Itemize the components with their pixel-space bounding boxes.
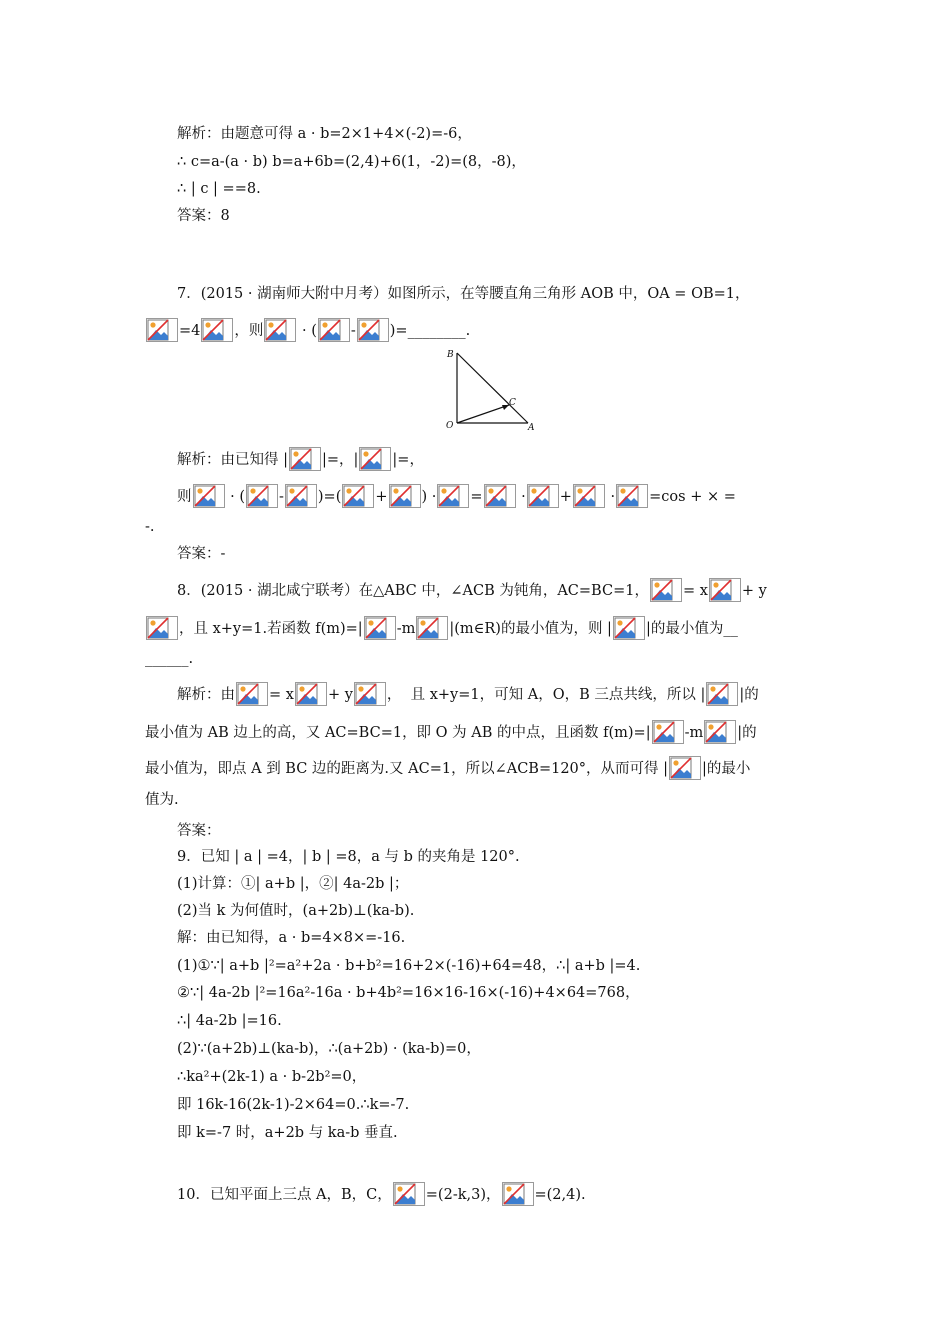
broken-image-icon bbox=[416, 616, 448, 640]
q8-sol-line1: 解析：由 = x + y ， 且 x+y=1，可知 A，O，B 三点共线，所以 | |的 bbox=[177, 682, 759, 706]
broken-image-icon bbox=[364, 616, 396, 640]
q9-line: 即 16k-16(2k-1)-2×64=0.∴k=-7. bbox=[177, 1097, 410, 1113]
q10-stem: 10．已知平面上三点 A，B，C， =(2-k,3)， =(2,4). bbox=[177, 1182, 586, 1206]
q9-line: (1)计算：①| a+b |，②| 4a-2b |； bbox=[177, 876, 409, 892]
q8-stem-line3: ______. bbox=[145, 651, 194, 667]
q9-line: 9．已知 | a | =4，| b | =8，a 与 b 的夹角是 120°. bbox=[177, 849, 520, 865]
broken-image-icon bbox=[616, 484, 648, 508]
q7-sol-line2: 则 · ( - )=( + ) · = · + · =cos + × = bbox=[177, 484, 736, 508]
broken-image-icon bbox=[573, 484, 605, 508]
broken-image-icon bbox=[264, 318, 296, 342]
q8-stem-line1: 8．(2015 · 湖北咸宁联考）在△ABC 中，∠ACB 为钝角，AC=BC=1， = x + y bbox=[177, 578, 767, 602]
fig-label-a: A bbox=[528, 423, 535, 433]
fig-label-o: O bbox=[446, 421, 454, 431]
broken-image-icon bbox=[289, 447, 321, 471]
q7-stem: 7．(2015 · 湖南师大附中月考）如图所示，在等腰直角三角形 AOB 中，OA = OB=1， bbox=[177, 286, 750, 302]
q8-sol-line3: 最小值为，即点 A 到 BC 边的距离为.又 AC=1，所以∠ACB=120°，从而可得 | |的最小 bbox=[145, 756, 750, 780]
q8-sol-line4: 值为. bbox=[145, 792, 179, 808]
broken-image-icon bbox=[613, 616, 645, 640]
broken-image-icon bbox=[146, 318, 178, 342]
broken-image-icon bbox=[295, 682, 327, 706]
q9-line: 解：由已知得，a · b=4×8×=-16. bbox=[177, 930, 406, 946]
fig-label-c: C bbox=[509, 398, 516, 408]
q8-stem-line2: ，且 x+y=1.若函数 f(m)=| -m |(m∈R)的最小值为，则 | |的最小值为__ bbox=[145, 616, 738, 640]
broken-image-icon bbox=[357, 318, 389, 342]
q8-answer: 答案： bbox=[177, 823, 221, 839]
broken-image-icon bbox=[709, 578, 741, 602]
q9-line: ②∵| 4a-2b |²=16a²-16a · b+4b²=16×16-16×(-16)+4×64=768， bbox=[177, 985, 640, 1001]
broken-image-icon bbox=[389, 484, 421, 508]
sol6-line3: ∴ | c | ==8. bbox=[177, 181, 261, 197]
broken-image-icon bbox=[354, 682, 386, 706]
broken-image-icon bbox=[527, 484, 559, 508]
broken-image-icon bbox=[236, 682, 268, 706]
triangle-aob-figure bbox=[440, 345, 545, 435]
broken-image-icon bbox=[342, 484, 374, 508]
broken-image-icon bbox=[393, 1182, 425, 1206]
broken-image-icon bbox=[201, 318, 233, 342]
broken-image-icon bbox=[652, 720, 684, 744]
q9-line: 即 k=-7 时，a+2b 与 ka-b 垂直. bbox=[177, 1125, 398, 1141]
broken-image-icon bbox=[650, 578, 682, 602]
broken-image-icon bbox=[246, 484, 278, 508]
q8-sol-line2: 最小值为 AB 边上的高，又 AC=BC=1，即 O 为 AB 的中点，且函数 f(m)=| -m |的 bbox=[145, 720, 757, 744]
broken-image-icon bbox=[193, 484, 225, 508]
q9-line: ∴| 4a-2b |=16. bbox=[177, 1013, 282, 1029]
broken-image-icon bbox=[318, 318, 350, 342]
sol6-line2: ∴ c=a-(a · b) b=a+6b=(2,4)+6(1，-2)=(8，-8)， bbox=[177, 154, 526, 170]
broken-image-icon bbox=[502, 1182, 534, 1206]
broken-image-icon bbox=[484, 484, 516, 508]
sol6-line1: 解析：由题意可得 a · b=2×1+4×(-2)=-6， bbox=[177, 126, 472, 142]
q9-line: ∴ka²+(2k-1) a · b-2b²=0， bbox=[177, 1069, 367, 1085]
broken-image-icon bbox=[704, 720, 736, 744]
broken-image-icon bbox=[706, 682, 738, 706]
q9-line: (2)当 k 为何值时，(a+2b)⊥(ka-b). bbox=[177, 903, 415, 919]
fig-label-b: B bbox=[447, 350, 454, 360]
q7-equation: =4 ，则 · ( - )=________. bbox=[145, 318, 470, 342]
sol6-answer: 答案：8 bbox=[177, 208, 230, 224]
broken-image-icon bbox=[669, 756, 701, 780]
q9-line: (2)∵(a+2b)⊥(ka-b)，∴(a+2b) · (ka-b)=0， bbox=[177, 1041, 481, 1057]
q7-sol-line1: 解析：由已知得 | |=，| |=， bbox=[177, 447, 424, 471]
broken-image-icon bbox=[285, 484, 317, 508]
broken-image-icon bbox=[359, 447, 391, 471]
broken-image-icon bbox=[146, 616, 178, 640]
q7-sol-line3: -. bbox=[145, 519, 155, 535]
broken-image-icon bbox=[437, 484, 469, 508]
q7-answer: 答案：- bbox=[177, 546, 226, 562]
q9-line: (1)①∵| a+b |²=a²+2a · b+b²=16+2×(-16)+64=48，∴| a+b |=4. bbox=[177, 958, 641, 974]
